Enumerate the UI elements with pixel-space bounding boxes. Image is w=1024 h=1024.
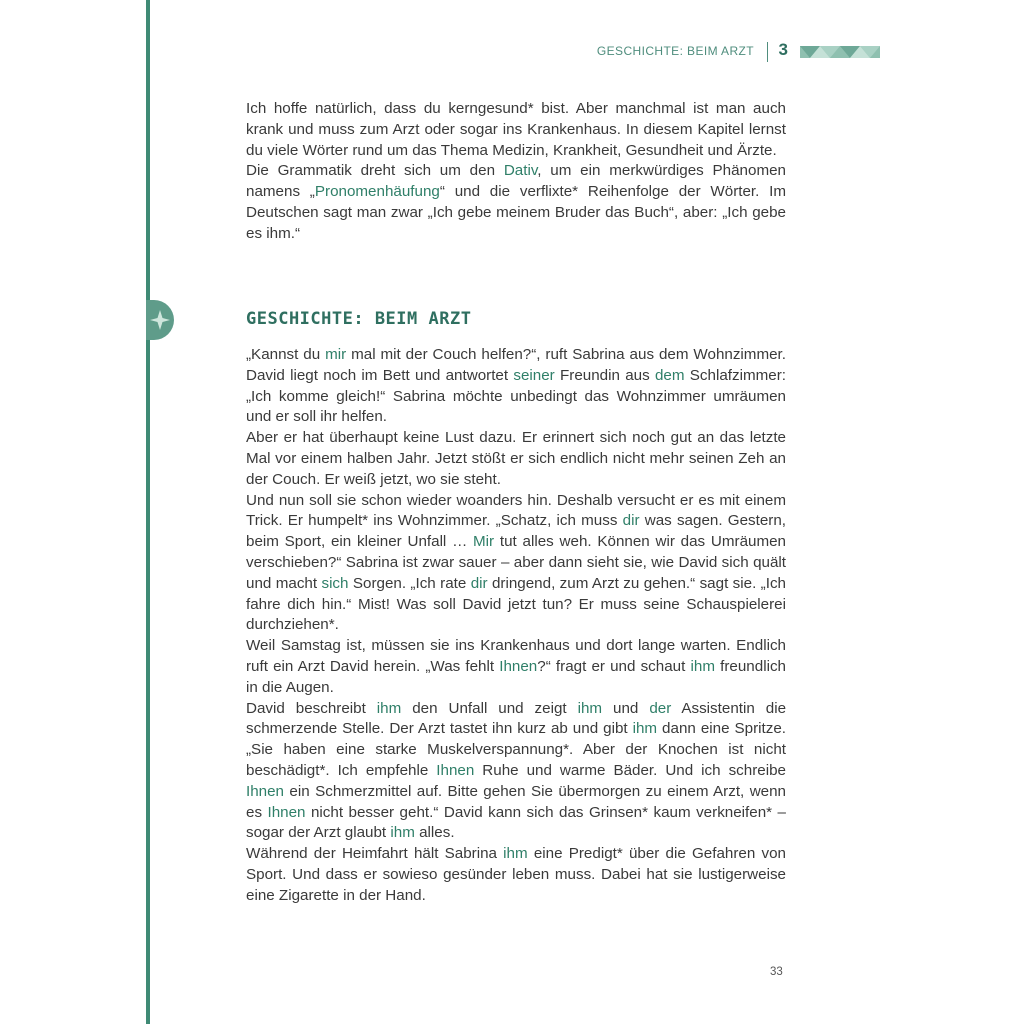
text-run: Sorgen. „Ich rate	[348, 574, 471, 592]
highlighted-word: dir	[470, 574, 488, 592]
decorative-triangle-strip-icon	[800, 46, 880, 58]
text-run: Während der Heimfahrt hält Sabrina	[246, 845, 504, 863]
highlighted-word: Ihnen	[246, 782, 285, 800]
highlighted-word: Dativ	[503, 162, 538, 180]
highlighted-word: der	[649, 699, 672, 717]
story-paragraph	[246, 699, 786, 845]
text-run: dann eine Spritze. „Sie haben eine starke Muskelverspannung*. Aber der Knochen ist nicht beschädigt*. Ich empfehle	[246, 720, 786, 779]
highlighted-word: dir	[622, 512, 640, 530]
highlighted-word: Ihnen	[267, 803, 306, 821]
highlighted-word: seiner	[513, 366, 555, 384]
running-header	[560, 42, 880, 64]
text-run: nicht besser geht.“ David kann sich das Grinsen* kaum verkneifen* – sogar der Arzt glaubt	[246, 803, 786, 842]
text-run: alles.	[414, 824, 455, 842]
story-paragraph	[246, 428, 786, 490]
text-run: freundlich in die Augen.	[246, 657, 786, 696]
text-run: Die Grammatik dreht sich um den	[246, 162, 504, 180]
text-run: dringend, zum Arzt zu gehen.“ sagt sie. „Ich fahre dich hin.“ Mist! Was soll David jetzt tun? Er muss seine Schauspielerei durchziehen*.	[246, 574, 787, 634]
highlighted-word: dem	[654, 366, 685, 384]
header-divider	[767, 42, 768, 62]
text-run: Weil Samstag ist, müssen sie ins Krankenhaus und dort lange warten. Endlich ruft ein Arzt David herein. „Was fehlt	[246, 637, 786, 675]
intro-paragraph	[246, 161, 786, 244]
text-run: “ und die verflixte* Reihenfolge der Wörter. Im Deutschen sagt man zwar „Ich gebe meinem Bruder das Buch“, aber: „Ich gebe es ihm.“	[246, 183, 787, 242]
chapter-number: 3	[778, 40, 788, 59]
highlighted-word: Mir	[473, 533, 495, 551]
highlighted-word: ihm	[390, 824, 415, 842]
highlighted-word: ihm	[690, 657, 715, 675]
page-number: 33	[770, 966, 783, 978]
section-heading: GESCHICHTE: BEIM ARZT	[246, 309, 472, 329]
text-run: Ich hoffe natürlich, dass du kerngesund* bist. Aber manchmal ist man auch krank und muss zum Arzt oder sogar ins Krankenhaus. In diesem Kapitel lernst du viele Wörter rund um das Thema Medizin, Krankheit, Gesundheit und Ärzte.	[246, 100, 786, 159]
highlighted-word: ihm	[503, 845, 528, 863]
text-run: mal mit der Couch helfen?“, ruft Sabrina aus dem Wohnzimmer. David liegt noch im Bett und antwortet	[246, 346, 786, 384]
highlighted-word: Ihnen	[499, 657, 538, 675]
highlighted-word: mir	[325, 346, 347, 363]
highlighted-word: sich	[321, 574, 349, 592]
text-run: , um ein merkwürdiges Phänomen namens „	[246, 162, 786, 201]
text-run: den Unfall und zeigt	[401, 699, 578, 717]
text-run: Schlafzimmer: „Ich komme gleich!“ Sabrina möchte unbedingt das Wohnzimmer umräumen und er soll ihr helfen.	[246, 366, 786, 426]
story-paragraph	[246, 491, 786, 637]
highlighted-word: Ihnen	[436, 761, 475, 779]
highlighted-word: ihm	[577, 699, 603, 717]
text-run: Ruhe und warme Bäder. Und ich schreibe	[474, 761, 786, 779]
highlighted-word: Pronomenhäufung	[314, 183, 440, 201]
text-run: Aber er hat überhaupt keine Lust dazu. Er erinnert sich noch gut an das letzte Mal vor einem halben Jahr. Jetzt stößt er sich endlich nicht mehr seinen Zeh an der Couch. Er weiß jetzt, wo sie steht.	[246, 429, 786, 488]
text-run: David beschreibt	[246, 699, 377, 717]
text-run: tut alles weh. Können wir das Umräumen verschieben?“ Sabrina ist zwar sauer – aber dann sieht sie, wie David sich quält und macht	[246, 533, 787, 592]
text-run: Assistentin die schmerzende Stelle. Der Arzt tastet ihn kurz ab und gibt	[246, 699, 787, 738]
text-run: Freundin aus	[554, 366, 655, 384]
highlighted-word: ihm	[632, 720, 658, 738]
section-marker-icon	[146, 300, 174, 340]
highlighted-word: ihm	[376, 699, 402, 717]
text-run: „Kannst du	[246, 346, 326, 363]
intro-paragraph	[246, 99, 786, 161]
story-paragraph	[246, 345, 786, 428]
text-run: was sagen. Gestern, beim Sport, ein kleiner Unfall …	[246, 512, 786, 551]
story-paragraph	[246, 844, 786, 906]
text-run: Und nun soll sie schon wieder woanders hin. Deshalb versucht er es mit einem Trick. Er humpelt* ins Wohnzimmer. „Schatz, ich muss	[246, 491, 786, 530]
text-run: ein Schmerzmittel auf. Bitte gehen Sie übermorgen zu einem Arzt, wenn es	[246, 782, 786, 821]
story-text	[246, 345, 786, 907]
text-run: ?“ fragt er und schaut	[537, 657, 691, 675]
running-title: GESCHICHTE: BEIM ARZT	[596, 44, 754, 58]
intro-text	[246, 99, 786, 245]
story-paragraph	[246, 636, 786, 698]
page-margin-rule	[146, 0, 150, 1024]
text-run: eine Predigt* über die Gefahren von Sport. Und dass er sowieso gesünder leben muss. Dabei hat sie lustigerweise eine Zigarette in der Hand.	[246, 845, 786, 904]
text-run: und	[602, 699, 650, 717]
